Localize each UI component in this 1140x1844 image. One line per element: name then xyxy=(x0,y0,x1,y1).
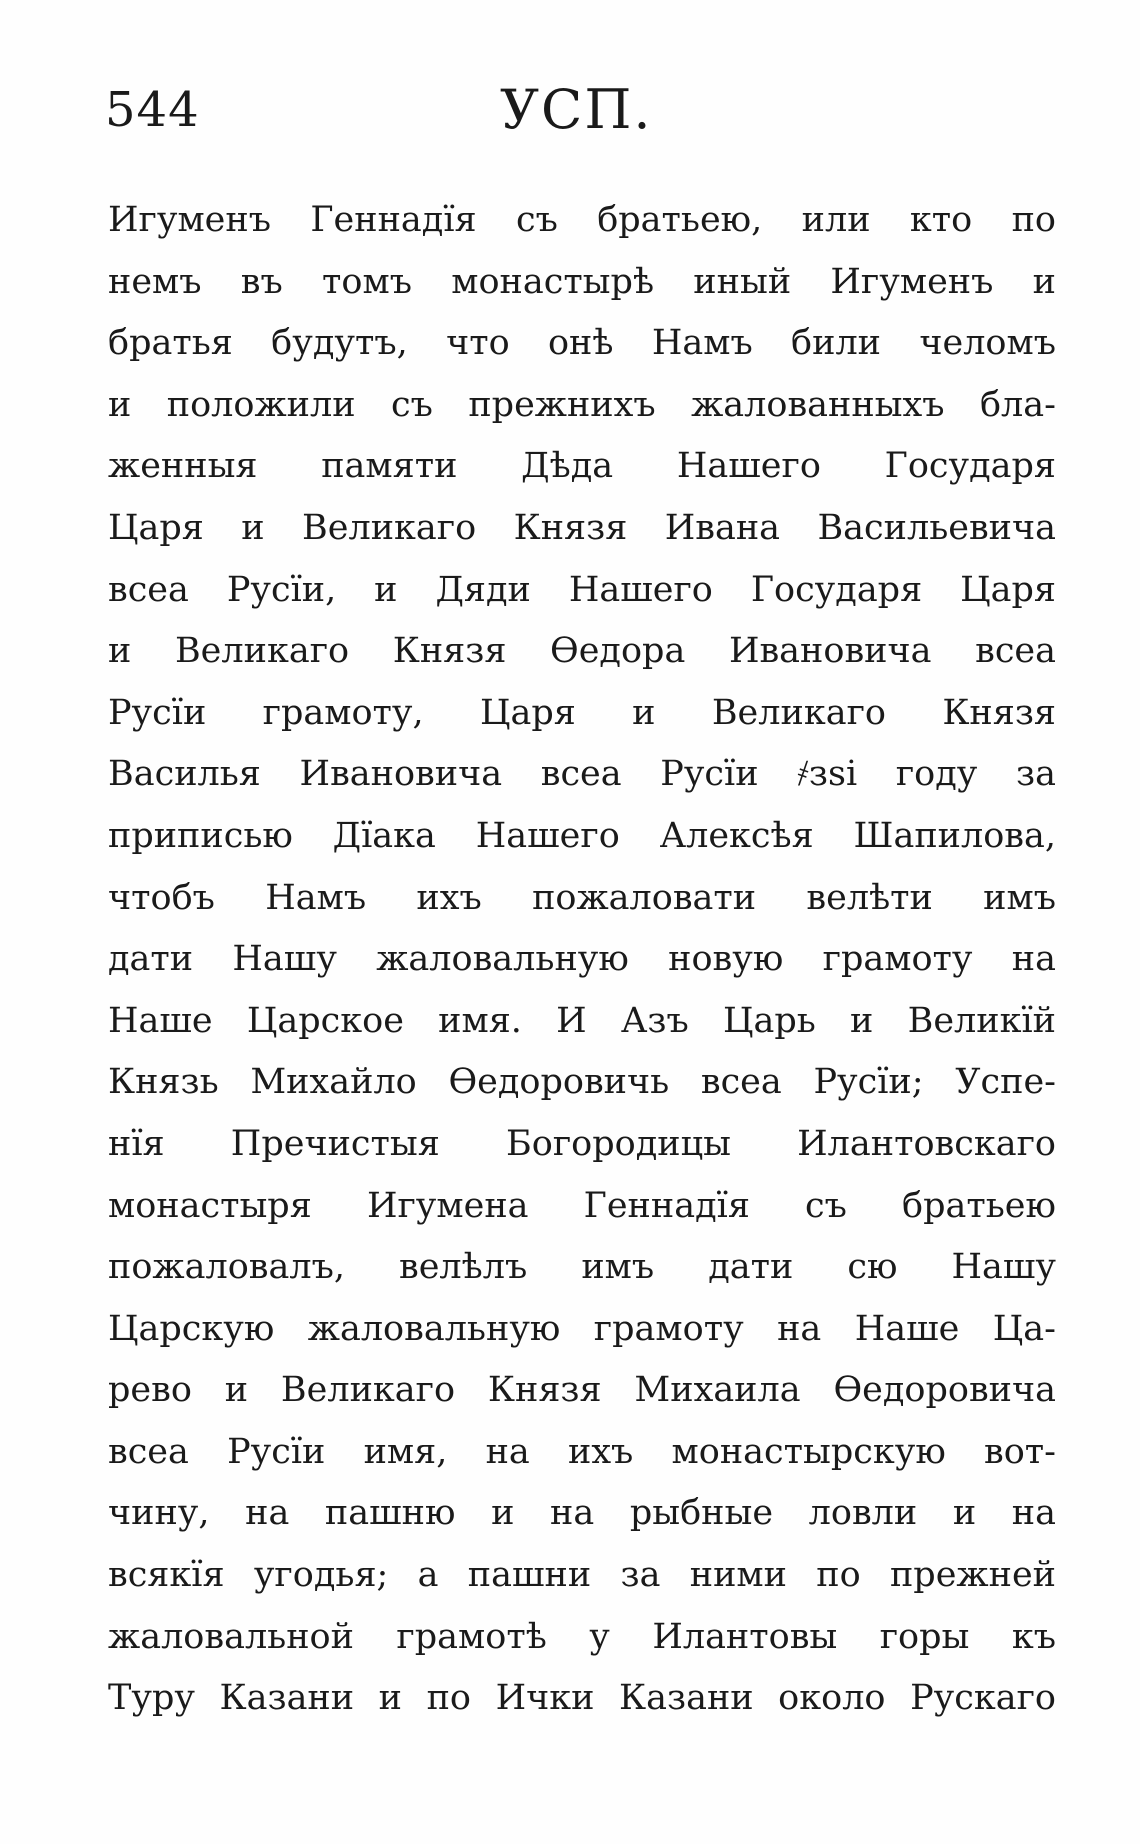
text-line: чтобъ Намъ ихъ пожаловати велѣти имъ xyxy=(108,877,1056,918)
running-head: УСП. xyxy=(500,78,653,141)
text-line: братья будутъ, что онѣ Намъ били челомъ xyxy=(108,323,1056,364)
text-line: всеа Русїи имя, на ихъ монастырскую вот- xyxy=(108,1431,1056,1472)
text-line: дати Нашу жаловальную новую грамоту на xyxy=(108,939,1056,980)
body-text xyxy=(108,190,1056,1730)
text-line: Царскую жаловальную грамоту на Наше Ца- xyxy=(108,1308,1056,1349)
text-line: Василья Ивановича всеа Русїи ҂зѕі году за xyxy=(108,754,1056,795)
text-line: нїя Пречистыя Богородицы Илантовскаго xyxy=(108,1123,1056,1164)
text-line: и Великаго Князя Ѳедора Ивановича всеа xyxy=(108,631,1056,672)
text-line: чину, на пашню и на рыбные ловли и на xyxy=(108,1493,1056,1534)
text-line: пожаловалъ, велѣлъ имъ дати сю Нашу xyxy=(108,1247,1056,1288)
text-line: Князь Михайло Ѳедоровичь всеа Русїи; Успе- xyxy=(108,1062,1056,1103)
text-line: Игуменъ Геннадїя съ братьею, или кто по xyxy=(108,200,1056,240)
text-line: Туру Казани и по Ички Казани около Рускаго xyxy=(108,1678,1056,1719)
text-line: приписью Дїака Нашего Алексѣя Шапилова, xyxy=(108,815,1056,856)
text-line: всякїя угодья; а пашни за ними по прежней xyxy=(108,1555,1056,1596)
page-header xyxy=(105,78,1025,162)
text-line: монастыря Игумена Геннадїя съ братьею xyxy=(108,1185,1056,1226)
text-line: и положили съ прежнихъ жалованныхъ бла- xyxy=(108,384,1056,425)
text-line: жаловальной грамотѣ у Илантовы горы къ xyxy=(108,1616,1056,1657)
text-line: рево и Великаго Князя Михаила Ѳедоровича xyxy=(108,1370,1056,1411)
page-number: 544 xyxy=(105,82,200,138)
text-line: всеа Русїи, и Дяди Нашего Государя Царя xyxy=(108,569,1056,610)
text-line: Русїи грамоту, Царя и Великаго Князя xyxy=(108,692,1056,733)
text-line: немъ въ томъ монастырѣ иный Игуменъ и xyxy=(108,261,1056,302)
text-line: женныя памяти Дѣда Нашего Государя xyxy=(108,446,1056,487)
text-line: Царя и Великаго Князя Ивана Васильевича xyxy=(108,507,1056,548)
text-line: Наше Царское имя. И Азъ Царь и Великїй xyxy=(108,1000,1056,1041)
